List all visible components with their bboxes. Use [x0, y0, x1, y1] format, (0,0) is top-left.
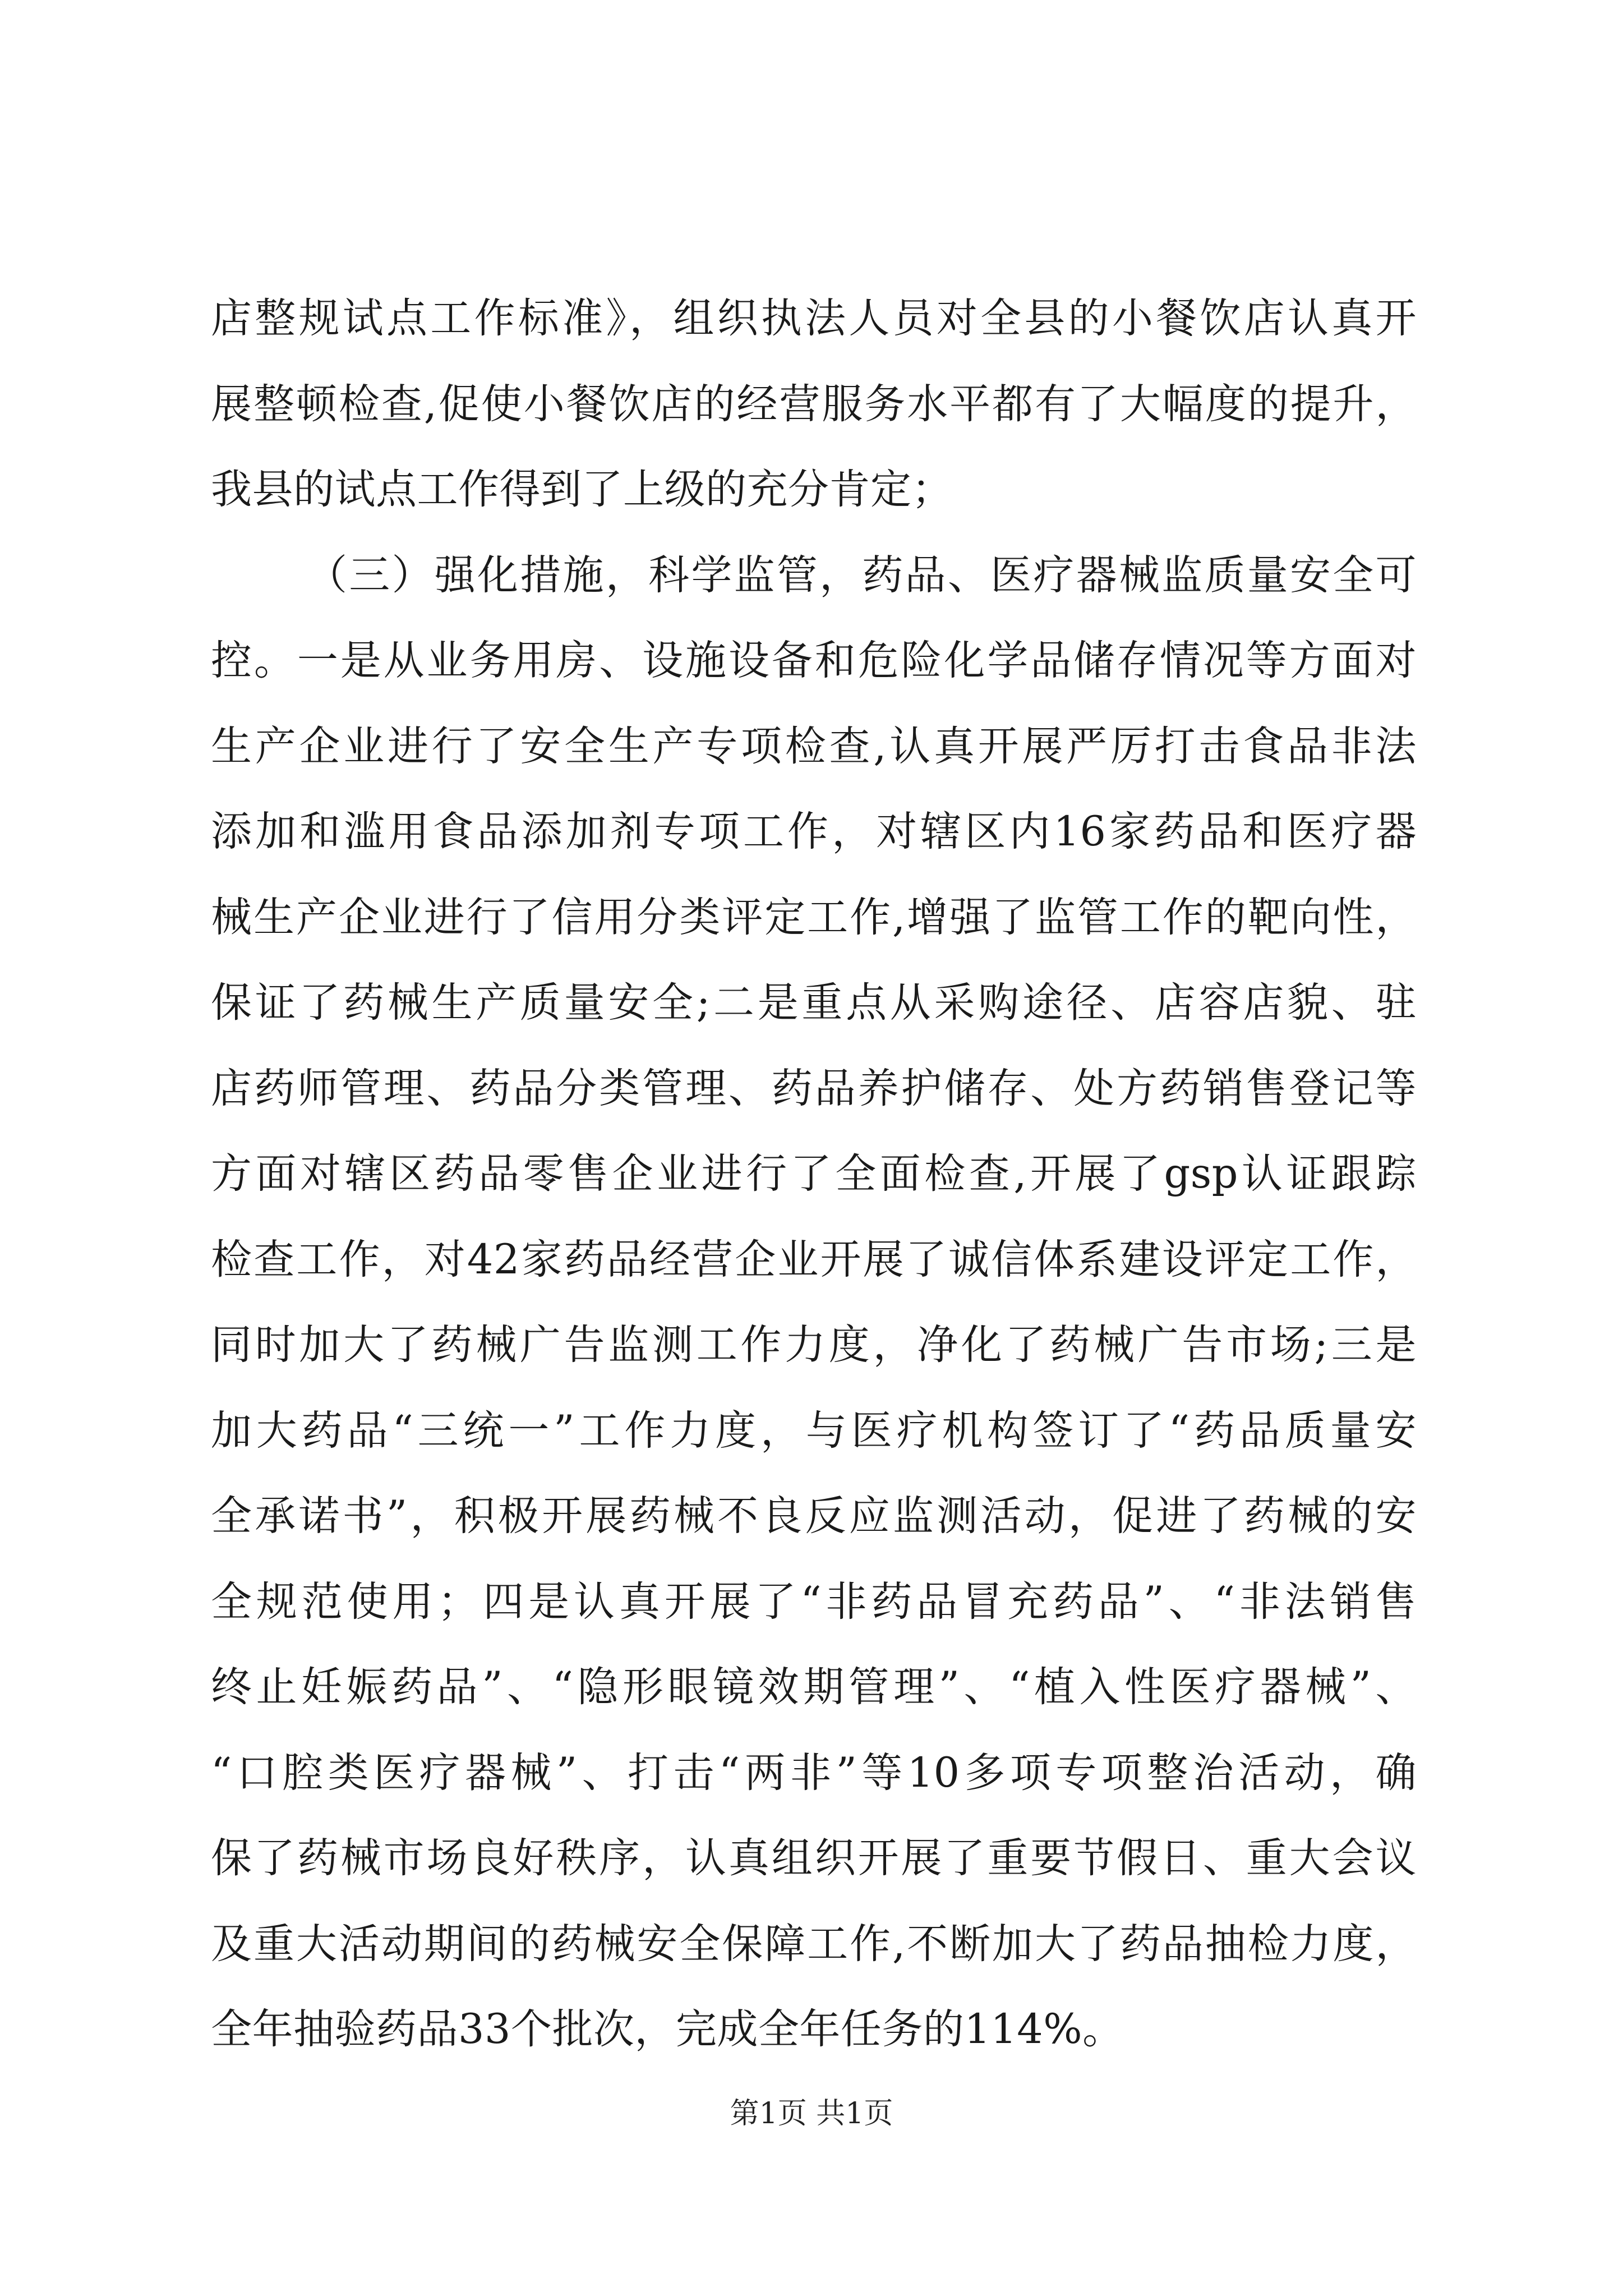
text-line: 我县的试点工作得到了上级的充分肯定； — [211, 466, 953, 513]
text-line: 全规范使用；四是认真开展了“非药品冒充药品”、“非法销售 — [211, 1578, 1417, 1626]
text-line: 全年抽验药品33个批次，完成全年任务的114%。 — [211, 2005, 1124, 2053]
text-line: 加大药品“三统一”工作力度，与医疗机构签订了“药品质量安 — [211, 1407, 1417, 1455]
text-line: 终止妊娠药品”、“隐形眼镜效期管理”、“植入性医疗器械”、 — [211, 1663, 1417, 1711]
text-line: 保了药械市场良好秩序，认真组织开展了重要节假日、重大会议 — [211, 1834, 1417, 1882]
text-line: 方面对辖区药品零售企业进行了全面检查,开展了gsp认证跟踪 — [211, 1150, 1417, 1198]
page-footer: 第1页 共1页 — [730, 2097, 893, 2131]
text-line: 及重大活动期间的药械安全保障工作,不断加大了药品抽检力度， — [211, 1920, 1417, 1968]
text-line: 店药师管理、药品分类管理、药品养护储存、处方药销售登记等 — [211, 1065, 1417, 1112]
text-line: 保证了药械生产质量安全;二是重点从采购途径、店容店貌、驻 — [211, 979, 1417, 1027]
text-line: 生产企业进行了安全生产专项检查,认真开展严厉打击食品非法 — [211, 723, 1417, 770]
text-line: 检查工作，对42家药品经营企业开展了诚信体系建设评定工作， — [211, 1236, 1417, 1283]
text-line: 添加和滥用食品添加剂专项工作，对辖区内16家药品和医疗器 — [211, 808, 1417, 855]
text-line: 店整规试点工作标准》，组织执法人员对全县的小餐饮店认真开 — [211, 295, 1417, 342]
text-line: 控。一是从业务用房、设施设备和危险化学品储存情况等方面对 — [211, 637, 1417, 684]
text-line: “口腔类医疗器械”、打击“两非”等10多项专项整治活动，确 — [211, 1749, 1417, 1797]
text-line: 械生产企业进行了信用分类评定工作,增强了监管工作的靶向性， — [211, 894, 1417, 941]
text-line: 展整顿检查,促使小餐饮店的经营服务水平都有了大幅度的提升， — [211, 380, 1417, 428]
text-line: 全承诺书”，积极开展药械不良反应监测活动，促进了药械的安 — [211, 1492, 1417, 1540]
text-line: （三）强化措施，科学监管，药品、医疗器械监质量安全可 — [306, 551, 1417, 599]
text-line: 同时加大了药械广告监测工作力度，净化了药械广告市场;三是 — [211, 1321, 1417, 1369]
